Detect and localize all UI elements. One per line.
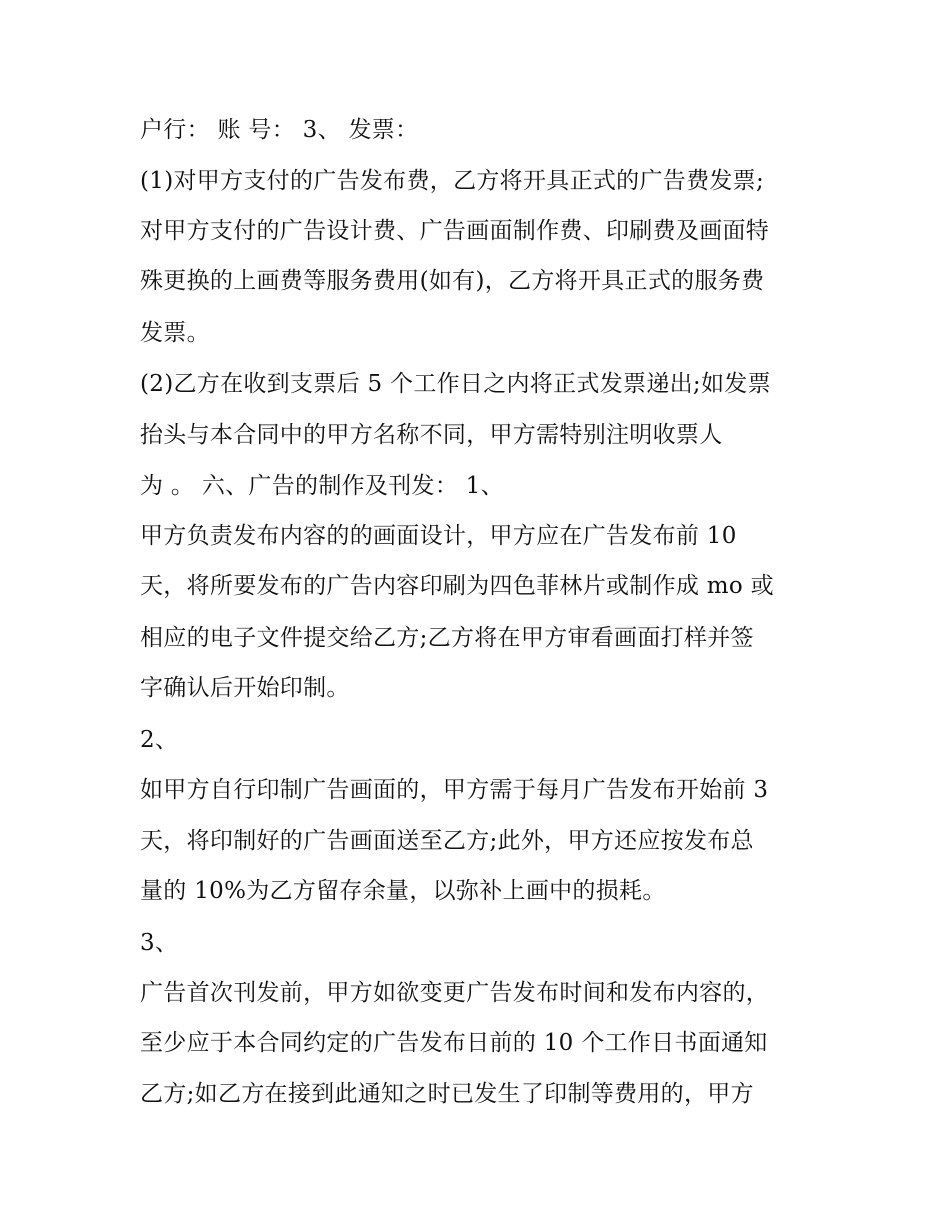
text-line: 相应的电子文件提交给乙方;乙方将在甲方审看画面打样并签 bbox=[140, 625, 754, 651]
text-line: 3、 bbox=[140, 930, 179, 956]
text-line: 户行： 账 号： 3、 发票： bbox=[140, 117, 419, 143]
text-line: 发票。 bbox=[140, 320, 210, 346]
text-line: 量的 10%为乙方留存余量，以弥补上画中的损耗。 bbox=[140, 878, 666, 904]
text-line: (2)乙方在收到支票后 5 个工作日之内将正式发票递出;如发票 bbox=[140, 371, 771, 397]
text-line: 至少应于本合同约定的广告发布日前的 10 个工作日书面通知 bbox=[140, 1030, 768, 1056]
text-line: 甲方负责发布内容的的画面设计，甲方应在广告发布前 10 bbox=[140, 523, 737, 549]
text-line: 字确认后开始印制。 bbox=[140, 675, 350, 701]
text-line: 天，将印制好的广告画面送至乙方;此外，甲方还应按发布总 bbox=[140, 828, 754, 854]
text-line: 如甲方自行印制广告画面的，甲方需于每月广告发布开始前 3 bbox=[140, 777, 769, 803]
text-line: 为 。 六、广告的制作及刊发： 1、 bbox=[140, 473, 504, 499]
text-line: 乙方;如乙方在接到此通知之时已发生了印制等费用的，甲方 bbox=[140, 1081, 754, 1107]
text-line: 广告首次刊发前，甲方如欲变更广告发布时间和发布内容的， bbox=[140, 980, 770, 1006]
text-line: 2、 bbox=[140, 727, 179, 753]
text-line: 殊更换的上画费等服务费用(如有)，乙方将开具正式的服务费 bbox=[140, 268, 765, 294]
text-line: 对甲方支付的广告设计费、广告画面制作费、印刷费及画面特 bbox=[140, 218, 770, 244]
text-line: 天，将所要发布的广告内容印刷为四色菲林片或制作成 mo 或 bbox=[140, 573, 774, 599]
text-line: (1)对甲方支付的广告发布费，乙方将开具正式的广告费发票; bbox=[140, 168, 765, 194]
text-line: 抬头与本合同中的甲方名称不同，甲方需特别注明收票人 bbox=[140, 422, 723, 448]
